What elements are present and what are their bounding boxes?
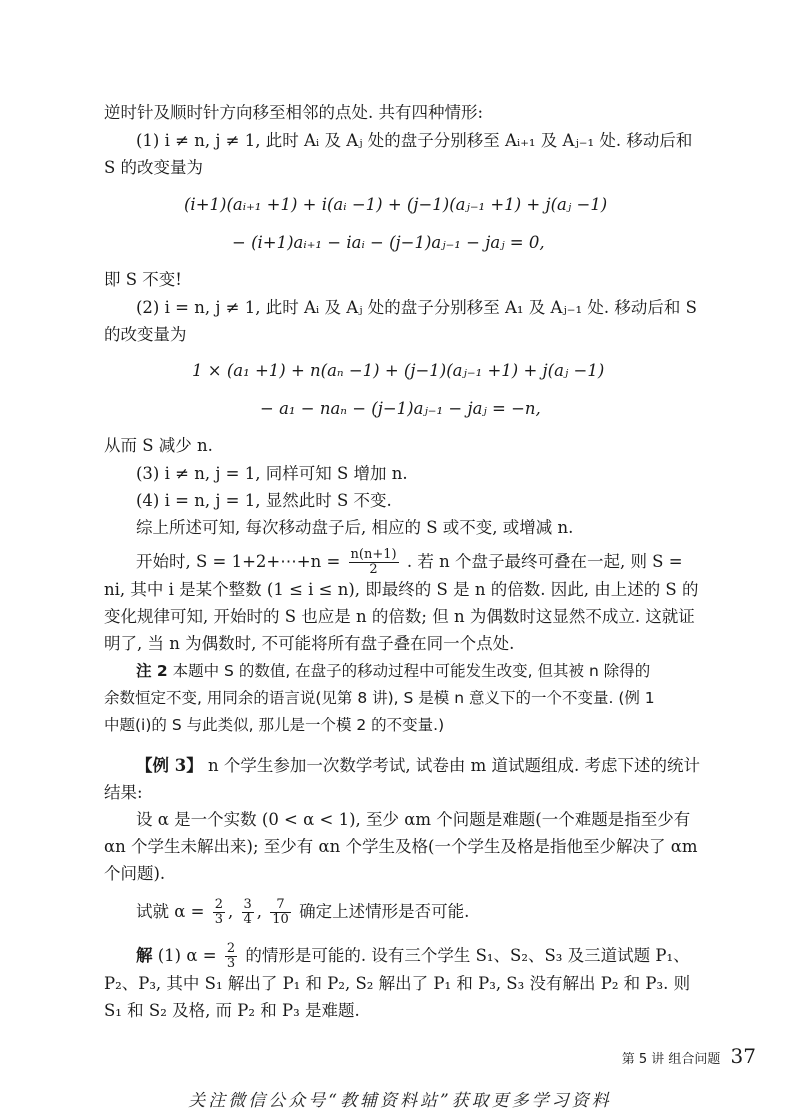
fraction-numerator: 7: [270, 898, 291, 913]
text-line: S 的改变量为: [104, 158, 204, 177]
text-line: ni, 其中 i 是某个整数 (1 ≤ i ≤ n), 即最终的 S 是 n 的倍数. 因此, 由上述的 S 的: [104, 580, 699, 599]
chapter-title: 第 5 讲 组合问题: [621, 1052, 721, 1067]
equation-line: − (i+1)aᵢ₊₁ − iaᵢ − (j−1)aⱼ₋₁ − jaⱼ = 0,: [232, 233, 545, 252]
fraction: [349, 548, 399, 577]
example-heading-line: [136, 756, 700, 776]
text-line: αn 个学生未解出来); 至少有 αn 个学生及格(一个学生及格是指他至少解决了 αm: [104, 837, 698, 856]
fraction-denominator: 3: [226, 956, 236, 971]
text-line: 即 S 不变!: [104, 270, 182, 289]
text-line: [136, 548, 683, 577]
note-label: 注 2: [136, 662, 168, 680]
text-segment: n 个学生参加一次数学考试, 试卷由 m 道试题组成. 考虑下述的统计: [207, 756, 700, 775]
fraction: [225, 942, 237, 971]
fraction-numerator: n(n+1): [350, 547, 397, 562]
text-line: 结果:: [104, 783, 143, 802]
equation-line: (i+1)(aᵢ₊₁ +1) + i(aᵢ −1) + (j−1)(aⱼ₋₁ +1) + j(aⱼ −1): [184, 195, 608, 214]
note-line: [136, 661, 650, 681]
text-line: (4) i = n, j = 1, 显然此时 S 不变.: [136, 491, 392, 510]
text-line: 试就 α = $\frac{2}{3}$ , $\frac{3}{4}$ , $\frac{7}{10}$ 确定上述情形是否可能.: [136, 897, 470, 927]
watermark-text: 关注微信公众号“教辅资料站”获取更多学习资料: [188, 1091, 612, 1111]
fraction-numerator: 3: [243, 897, 252, 912]
text-line: 从而 S 减少 n.: [104, 436, 213, 455]
fraction: [242, 898, 254, 927]
fraction-denominator: 10: [272, 912, 289, 927]
fraction-numerator: 2: [226, 941, 236, 956]
text-line: S₁ 和 S₂ 及格, 而 P₂ 和 P₃ 是难题.: [104, 1001, 360, 1020]
text-segment: . 若 n 个盘子最终可叠在一起, 则 S =: [406, 552, 683, 571]
text-line: 的改变量为: [104, 325, 187, 344]
text-line: 变化规律可知, 开始时的 S 也应是 n 的倍数; 但 n 为偶数时这显然不成立. 这就证: [104, 607, 695, 626]
solution-label: 解: [136, 946, 153, 965]
fraction-denominator: 3: [214, 912, 223, 927]
page-number: 37: [730, 1044, 756, 1068]
text-line: (1) i ≠ n, j ≠ 1, 此时 Aᵢ 及 Aⱼ 处的盘子分别移至 Aᵢ₊₁ 及 Aⱼ₋₁ 处. 移动后和: [136, 131, 693, 150]
text-line: 明了, 当 n 为偶数时, 不可能将所有盘子叠在同一个点处.: [104, 634, 515, 653]
text-segment: 开始时, S = 1+2+⋯+n =: [136, 552, 341, 571]
text-line: 逆时针及顺时针方向移至相邻的点处. 共有四种情形:: [104, 103, 484, 122]
fraction-denominator: 2: [369, 562, 378, 577]
text-line: 个问题).: [104, 864, 166, 883]
fraction-denominator: 4: [243, 912, 252, 927]
text-line: 综上所述可知, 每次移动盘子后, 相应的 S 或不变, 或增减 n.: [136, 518, 574, 537]
text-line: (2) i = n, j ≠ 1, 此时 Aᵢ 及 Aⱼ 处的盘子分别移至 A₁ 及 Aⱼ₋₁ 处. 移动后和 S: [136, 298, 697, 317]
fraction-numerator: 2: [214, 897, 223, 912]
text-line: (3) i ≠ n, j = 1, 同样可知 S 增加 n.: [136, 464, 408, 483]
text-line: P₂、P₃, 其中 S₁ 解出了 P₁ 和 P₂, S₂ 解出了 P₁ 和 P₃, S₃ 没有解出 P₂ 和 P₃. 则: [104, 974, 691, 993]
equation-line: 1 × (a₁ +1) + n(aₙ −1) + (j−1)(aⱼ₋₁ +1) + j(aⱼ −1): [192, 361, 605, 380]
text-segment: 确定上述情形是否可能.: [299, 902, 470, 921]
page-footer: [622, 1044, 756, 1068]
text-segment: (1) α =: [157, 946, 217, 965]
equation-line: − a₁ − naₙ − (j−1)aⱼ₋₁ − jaⱼ = −n,: [260, 399, 541, 418]
solution-line: [136, 942, 690, 971]
text-segment: 的情形是可能的. 设有三个学生 S₁、S₂、S₃ 及三道试题 P₁、: [245, 946, 690, 965]
text-line: 设 α 是一个实数 (0 < α < 1), 至少 αm 个问题是难题(一个难题是指至少有: [136, 810, 691, 829]
note-text: 本题中 S 的数值, 在盘子的移动过程中可能发生改变, 但其被 n 除得的: [172, 662, 651, 680]
note-line: 余数恒定不变, 用同余的语言说(见第 8 讲), S 是模 n 意义下的一个不变量. (例 1: [104, 689, 655, 707]
note-line: 中题(i)的 S 与此类似, 那儿是一个模 2 的不变量.): [104, 716, 445, 734]
example-label: 【例 3】: [136, 756, 203, 775]
fraction: [213, 898, 225, 927]
text-segment: 试就 α =: [136, 902, 205, 921]
fraction: [270, 898, 291, 927]
